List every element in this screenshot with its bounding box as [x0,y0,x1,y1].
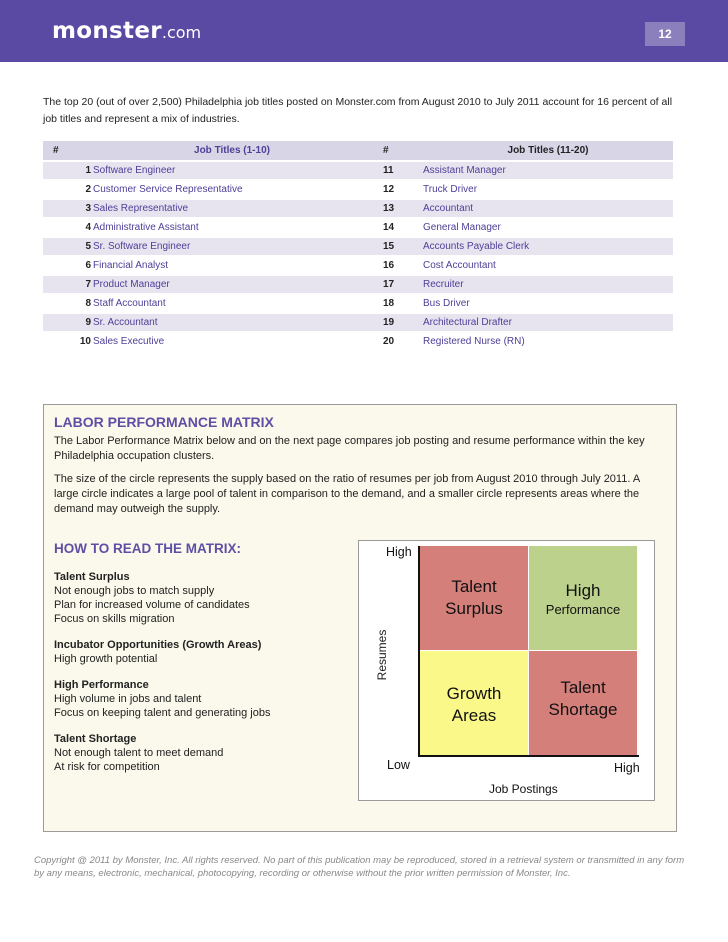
row-rank: 19 [383,314,423,331]
row-rank: 11 [383,162,423,179]
row-rank: 4 [85,222,91,233]
column-header-number-right: # [383,141,423,160]
job-title: Software Engineer [93,162,371,179]
job-title: Financial Analyst [93,260,169,271]
row-rank: 8 [85,298,91,309]
y-axis-label: Resumes [375,629,389,681]
row-rank: 13 [383,200,423,217]
matrix-description: The Labor Performance Matrix below and on the next page compares job posting and resume performance within the key Philadelphia occupation clusters. [54,435,645,462]
howto-title: HOW TO READ THE MATRIX: [54,541,241,556]
howto-talent-shortage: Talent Shortage Not enough talent to meet demand At risk for competition [54,733,224,773]
quadrant-talent-surplus: Talent Surplus [420,546,528,650]
job-title: Administrative Assistant [93,222,199,233]
row-rank: 6 [85,260,91,271]
row-rank: 9 [43,314,93,331]
row-rank: 16 [383,260,395,271]
row-rank: 14 [383,222,395,233]
job-title: Assistant Manager [423,162,673,179]
page-header [0,0,728,62]
table-row [43,200,673,217]
row-rank: 2 [85,184,91,195]
monster-logo [52,18,201,44]
job-title: Truck Driver [423,184,478,195]
x-axis-line [418,755,639,757]
x-axis-high-label: High [614,761,640,775]
intro-paragraph: The top 20 (out of over 2,500) Philadelphia job titles posted on Monster.com from August 2010 to July 2011 account for 16 percent of all job titles and represent a mix of industries. [43,96,673,125]
howto-list [54,570,344,786]
job-title: Sales Executive [93,336,165,347]
row-rank: 10 [79,336,91,347]
job-title: General Manager [423,222,501,233]
table-row [43,219,673,236]
row-rank: 7 [43,276,93,293]
quadrant-talent-shortage: Talent Shortage [529,651,637,755]
logo-suffix: .com [161,23,202,42]
row-rank: 5 [43,238,93,255]
axis-low-label: Low [387,758,410,772]
job-title: Accountant [423,200,673,217]
row-rank: 20 [383,336,395,347]
table-row [43,181,673,198]
column-header-titles-right: Job Titles (11-20) [423,141,673,160]
howto-talent-surplus: Talent Surplus Not enough jobs to match supply Plan for increased volume of candidates Focus on skills migration [54,571,250,625]
job-title: Sr. Software Engineer [93,238,371,255]
x-axis-label: Job Postings [489,782,558,796]
copyright-footer: Copyright @ 2011 by Monster, Inc. All rights reserved. No part of this publication may be reproduced, stored in a retrieval system or transmitted in any form by any means, electronic, mechanical, photocopying, recording or otherwise without the prior written permission of Monster, Inc. [34,855,685,879]
column-header-titles-left: Job Titles (1-10) [93,141,371,160]
row-rank: 3 [43,200,93,217]
job-title: Cost Accountant [423,260,496,271]
howto-high-performance: High Performance High volume in jobs and talent Focus on keeping talent and generating jobs [54,679,271,719]
logo-wordmark: monster [52,18,162,44]
table-row [43,257,673,274]
circle-size-description: The size of the circle represents the supply based on the ratio of resumes per job from August 2010 through July 2011. A large circle indicates a large pool of talent in comparison to the demand, and a smaller circle represents areas where the demand may outweigh the supply. [54,473,640,515]
table-row [43,333,673,350]
row-rank: 17 [383,276,423,293]
table-row [43,295,673,312]
job-titles-table [43,139,673,352]
job-title: Sr. Accountant [93,314,371,331]
job-title: Registered Nurse (RN) [423,336,525,347]
howto-incubator: Incubator Opportunities (Growth Areas) High growth potential [54,639,262,665]
job-title: Sales Representative [93,200,371,217]
y-axis-high-label: High [386,545,412,559]
row-rank: 18 [383,298,395,309]
row-rank: 12 [383,184,395,195]
table-row [43,162,673,179]
job-title: Architectural Drafter [423,314,673,331]
y-axis-line [418,546,420,756]
job-title: Customer Service Representative [93,184,243,195]
quadrant-high-performance: High Performance [529,546,637,650]
job-title: Recruiter [423,276,673,293]
column-header-number-left: # [43,141,93,160]
job-title: Staff Accountant [93,298,166,309]
section-title: LABOR PERFORMANCE MATRIX [54,414,274,430]
row-rank: 15 [383,238,423,255]
page-number: 12 [645,22,685,46]
job-title: Bus Driver [423,298,470,309]
table-row [43,238,673,255]
job-title: Accounts Payable Clerk [423,238,673,255]
row-rank: 1 [43,162,93,179]
quadrant-growth-areas: Growth Areas [420,651,528,755]
job-title: Product Manager [93,276,371,293]
table-row [43,314,673,331]
table-row [43,276,673,293]
table-header-row [43,141,673,160]
